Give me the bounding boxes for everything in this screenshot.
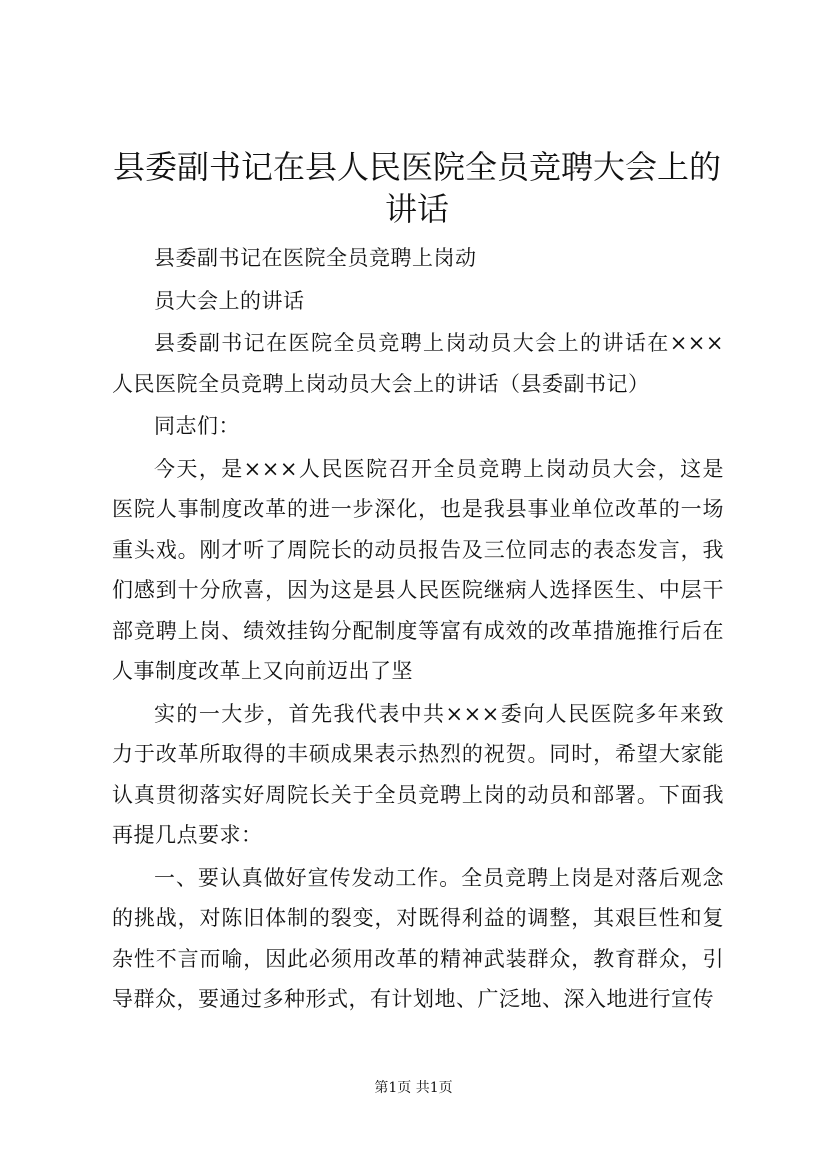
paragraph-2: 员大会上的讲话 [154,288,305,313]
paragraph-6: 实的一大步，首先我代表中共×××委向人民医院多年来致力于改革所取得的丰硕成果表示热烈的祝贺。同时，希望大家能认真贯彻落实好周院长关于全员竞聘上岗的动员和部署。下面我再提几点要求： [112,701,724,847]
paragraph-salutation: 同志们： [154,414,240,438]
paragraph-3: 县委副书记在医院全员竞聘上岗动员大会上的讲话在×××人民医院全员竞聘上岗动员大会上的讲话（县委副书记） [112,331,724,396]
paragraph-1: 县委副书记在医院全员竞聘上岗动 [154,246,477,270]
document-body [112,238,724,1020]
page-number-footer: 第1页 共1页 [374,1080,453,1096]
paragraph-5: 今天，是×××人民医院召开全员竞聘上岗动员大会，这是医院人事制度改革的进一步深化，也是我县事业单位改革的一场重头戏。刚才听了周院长的动员报告及三位同志的表态发言，我们感到十分欣喜，因为这是县人民医院继病人选择医生、中层干部竞聘上岗、绩效挂钩分配制度等富有成效的改革措施推行后在人事制度改革上又向前迈出了坚 [112,456,724,683]
paragraph-7: 一、要认真做好宣传发动工作。全员竞聘上岗是对落后观念的挑战，对陈旧体制的裂变，对既得利益的调整，其艰巨性和复杂性不言而喻，因此必须用改革的精神武装群众，教育群众，引导群众，要通过多种形式，有计划地、广泛地、深入地进行宣传 [112,865,724,1011]
document-title: 县委副书记在县人民医院全员竞聘大会上的讲话 [112,148,721,228]
